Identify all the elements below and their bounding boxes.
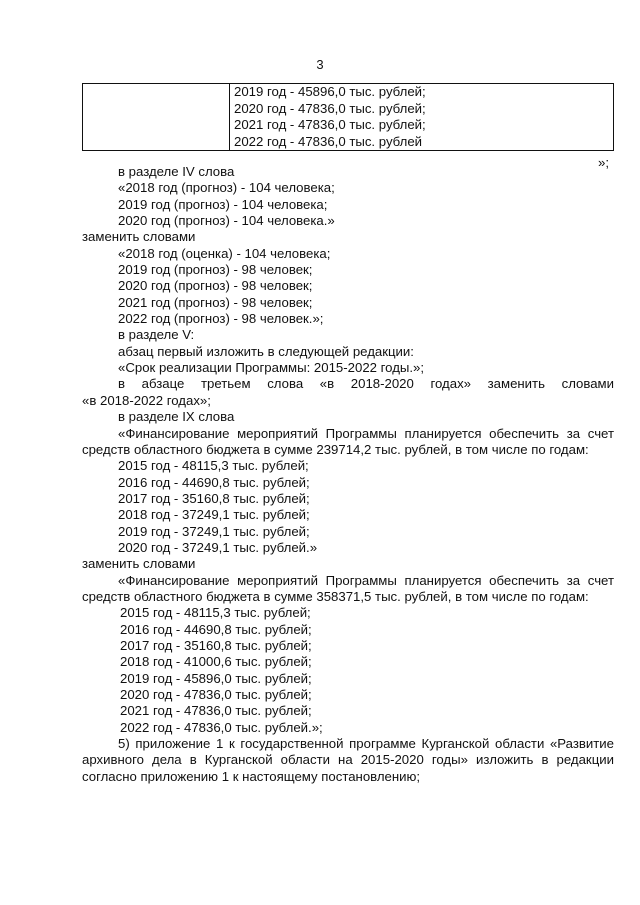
page-number: 3	[316, 57, 324, 72]
table-line: 2019 год - 45896,0 тыс. рублей;	[234, 84, 426, 99]
text-line: 2018 год - 41000,6 тыс. рублей;	[120, 654, 312, 670]
table-cell-empty	[83, 84, 230, 151]
text-line: в разделе IV слова	[118, 164, 235, 179]
text-line: 2019 год - 45896,0 тыс. рублей;	[120, 670, 312, 686]
text-line: 2017 год - 35160,8 тыс. рублей;	[118, 490, 310, 506]
text-line: 2019 год - 37249,1 тыс. рублей;	[118, 523, 310, 539]
text-line: «2018 год (оценка) - 104 человека;	[118, 245, 331, 261]
table-line: 2020 год - 47836,0 тыс. рублей;	[234, 100, 426, 116]
text-line: «Срок реализации Программы: 2015-2022 годы.»;	[118, 360, 425, 376]
table-cell-years	[230, 84, 614, 151]
text-line: «в 2018-2022 годах»;	[82, 392, 211, 408]
paragraph: 5) приложение 1 к государственной программе Курганской области «Развитие архивного дела в Курганской области на 2015-2020 годы» изложить в редакции согласно приложению 1 к настоящему постановлению;	[82, 736, 614, 784]
text-line: 2021 год (прогноз) - 98 человек;	[118, 294, 313, 310]
text-line: 2018 год - 37249,1 тыс. рублей;	[118, 507, 310, 523]
closing-quote-mark: »;	[598, 155, 609, 170]
text-line: в разделе V:	[118, 327, 195, 343]
text-line: «2018 год (прогноз) - 104 человека;	[118, 180, 335, 196]
table-line: 2021 год - 47836,0 тыс. рублей;	[234, 117, 426, 132]
text-line: 2022 год - 47836,0 тыс. рублей.»;	[120, 719, 323, 735]
text-line: 2021 год - 47836,0 тыс. рублей;	[120, 703, 312, 719]
text-line: 2015 год - 48115,3 тыс. рублей;	[120, 605, 311, 621]
text-line: 2019 год (прогноз) - 98 человек;	[118, 262, 313, 278]
funding-table	[82, 83, 614, 151]
paragraph: «Финансирование мероприятий Программы планируется обеспечить за счет средств областного бюджета в сумме 239714,2 тыс. рублей, в том числе по годам:	[82, 425, 614, 457]
text-line: 2020 год - 47836,0 тыс. рублей;	[120, 687, 312, 702]
text-line: 2017 год - 35160,8 тыс. рублей;	[120, 637, 312, 653]
text-line: 2020 год (прогноз) - 98 человек;	[118, 278, 313, 294]
text-line: 2015 год - 48115,3 тыс. рублей;	[118, 458, 309, 474]
document-body	[82, 164, 614, 785]
text-line: 2020 год - 37249,1 тыс. рублей.»	[118, 539, 318, 555]
table-row	[83, 84, 614, 151]
text-line: 2016 год - 44690,8 тыс. рублей;	[120, 621, 312, 637]
paragraph: «Финансирование мероприятий Программы планируется обеспечить за счет средств областного бюджета в сумме 358371,5 тыс. рублей, в том числе по годам:	[82, 572, 614, 604]
text-line: в разделе IX слова	[118, 409, 235, 425]
table-line: 2022 год - 47836,0 тыс. рублей	[234, 133, 423, 149]
text-line: 2016 год - 44690,8 тыс. рублей;	[118, 474, 310, 490]
text-line: заменить словами	[82, 556, 196, 572]
text-line: в абзаце третьем слова «в 2018-2020 годах» заменить словами	[118, 376, 614, 392]
text-line: 2022 год (прогноз) - 98 человек.»;	[118, 311, 324, 327]
text-line: 2019 год (прогноз) - 104 человека;	[118, 196, 328, 212]
text-line: 2020 год (прогноз) - 104 человека.»	[118, 213, 335, 229]
text-line: абзац первый изложить в следующей редакции:	[118, 343, 414, 359]
text-line: заменить словами	[82, 229, 196, 245]
